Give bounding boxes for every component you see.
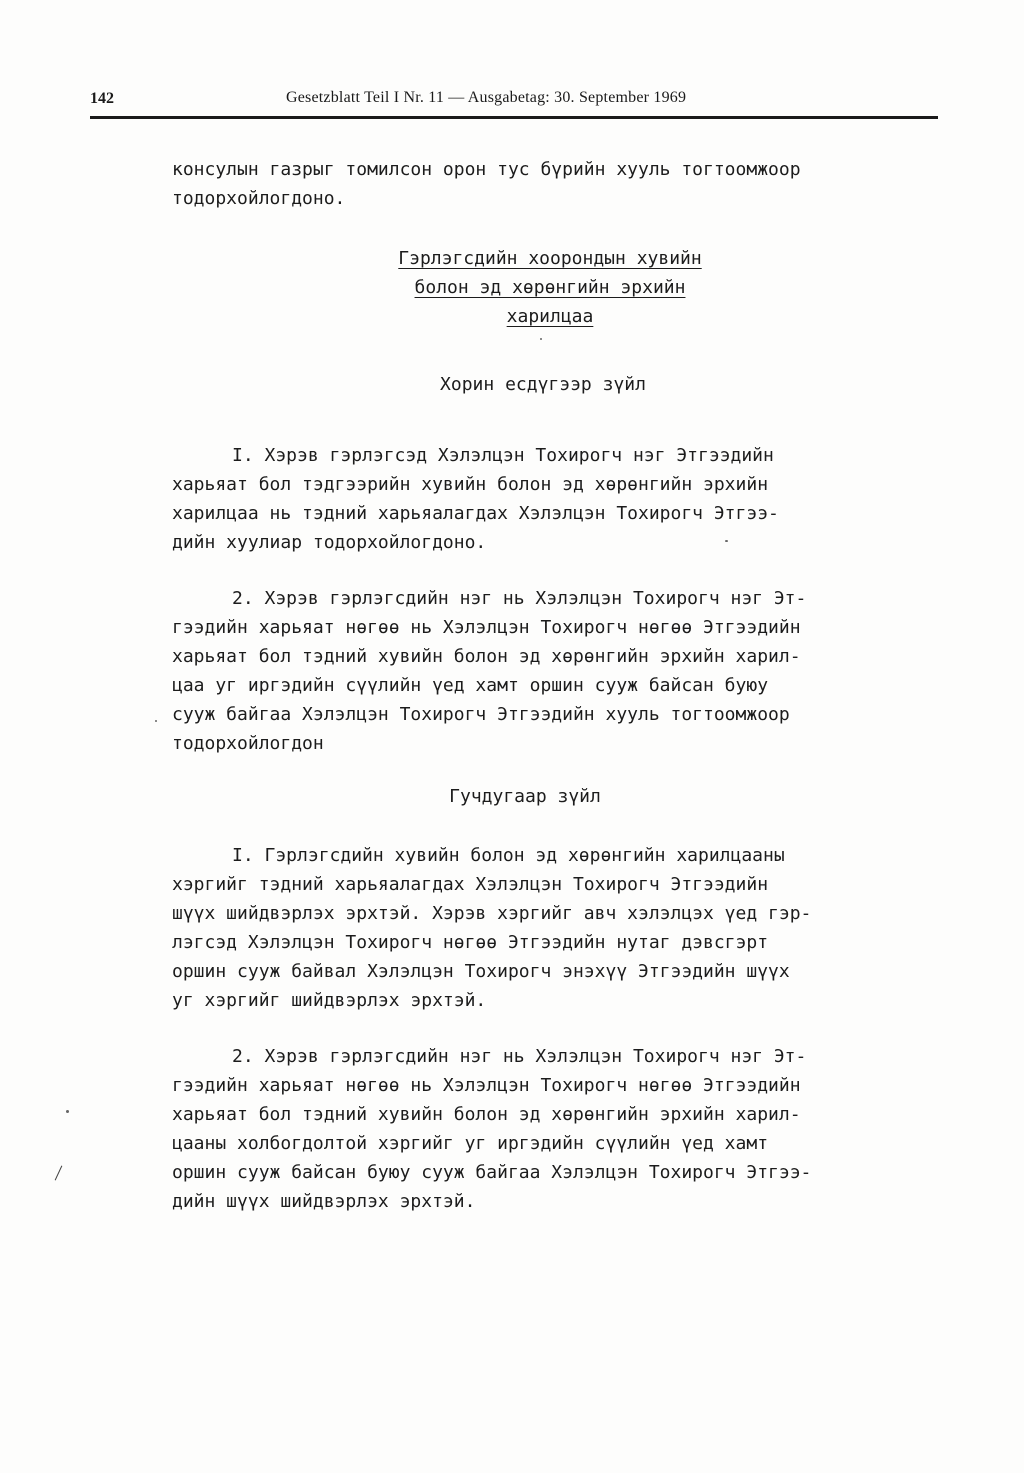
paragraph-line: I. Хэрэв гэрлэгсэд Хэлэлцэн Тохирогч нэг Этгээдийн bbox=[232, 445, 774, 466]
paragraph-line: дийн хуулиар тодорхойлогдоно. bbox=[172, 532, 487, 553]
paragraph-line: тодорхойлогдон bbox=[172, 733, 324, 754]
scan-speck bbox=[155, 720, 157, 722]
article-29-title: Хорин есдүгээр зүйл bbox=[440, 374, 646, 395]
article-30-title: Гучдугаар зүйл bbox=[449, 786, 601, 807]
scan-mark bbox=[55, 1166, 63, 1181]
paragraph-line: лэгсэд Хэлэлцэн Тохирогч нөгөө Этгээдийн нутаг дэвсгэрт bbox=[172, 932, 769, 953]
paragraph-line: оршин сууж байсан буюу сууж байгаа Хэлэлцэн Тохирогч Этгээ- bbox=[172, 1162, 812, 1183]
paragraph-line: шүүх шийдвэрлэх эрхтэй. Хэрэв хэргийг авч хэлэлцэх үед гэр- bbox=[172, 903, 812, 924]
paragraph-line: 2. Хэрэв гэрлэгсдийн нэг нь Хэлэлцэн Тохирогч нэг Эт- bbox=[232, 588, 807, 609]
intro-line: консулын газрыг томилсон орон тус бүрийн хууль тогтоомжоор bbox=[172, 159, 801, 180]
paragraph-line: харьяат бол тэдгээрийн хувийн болон эд хөрөнгийн эрхийн bbox=[172, 474, 769, 495]
paragraph-line: гээдийн харьяат нөгөө нь Хэлэлцэн Тохирогч нөгөө Этгээдийн bbox=[172, 1075, 801, 1096]
paragraph-line: хэргийг тэдний харьяалагдах Хэлэлцэн Тохирогч Этгээдийн bbox=[172, 874, 769, 895]
paragraph-line: гээдийн харьяат нөгөө нь Хэлэлцэн Тохирогч нөгөө Этгээдийн bbox=[172, 617, 801, 638]
paragraph-line: уг хэргийг шийдвэрлэх эрхтэй. bbox=[172, 990, 487, 1011]
section-heading bbox=[370, 244, 730, 331]
intro-paragraph bbox=[172, 155, 872, 213]
section-heading-line: болон эд хөрөнгийн эрхийн bbox=[414, 277, 686, 298]
paragraph-line: харьяат бол тэдний хувийн болон эд хөрөнгийн эрхийн харил- bbox=[172, 1104, 801, 1125]
journal-title: Gesetzblatt Teil I Nr. 11 — Ausgabetag: 30. September 1969 bbox=[286, 89, 687, 106]
intro-line: тодорхойлогдоно. bbox=[172, 188, 346, 209]
scan-speck bbox=[725, 540, 728, 542]
page-number: 142 bbox=[90, 90, 114, 107]
article-29-paragraph-2 bbox=[172, 584, 872, 758]
section-heading-line: харилцаа bbox=[506, 306, 594, 327]
scan-speck bbox=[66, 1110, 69, 1113]
paragraph-line: харьяат бол тэдний хувийн болон эд хөрөнгийн эрхийн харил- bbox=[172, 646, 801, 667]
paragraph-line: 2. Хэрэв гэрлэгсдийн нэг нь Хэлэлцэн Тохирогч нэг Эт- bbox=[232, 1046, 807, 1067]
paragraph-line: цаа уг иргэдийн сүүлийн үед хамт оршин сууж байсан буюу bbox=[172, 675, 769, 696]
paragraph-line: дийн шүүх шийдвэрлэх эрхтэй. bbox=[172, 1191, 476, 1212]
scan-speck bbox=[540, 338, 542, 340]
paragraph-line: цааны холбогдолтой хэргийг уг иргэдийн сүүлийн үед хамт bbox=[172, 1133, 769, 1154]
article-30-paragraph-1 bbox=[172, 841, 872, 1015]
paragraph-line: оршин сууж байвал Хэлэлцэн Тохирогч энэхүү Этгээдийн шүүх bbox=[172, 961, 790, 982]
article-30-paragraph-2 bbox=[172, 1042, 872, 1216]
paragraph-line: I. Гэрлэгсдийн хувийн болон эд хөрөнгийн харилцааны bbox=[232, 845, 785, 866]
paragraph-line: харилцаа нь тэдний харьяалагдах Хэлэлцэн Тохирогч Этгээ- bbox=[172, 503, 779, 524]
section-heading-line: Гэрлэгсдийн хоорондын хувийн bbox=[398, 248, 702, 269]
paragraph-line: сууж байгаа Хэлэлцэн Тохирогч Этгээдийн хууль тогтоомжоор bbox=[172, 704, 790, 725]
page-header bbox=[90, 88, 938, 119]
article-29-paragraph-1 bbox=[172, 441, 872, 557]
